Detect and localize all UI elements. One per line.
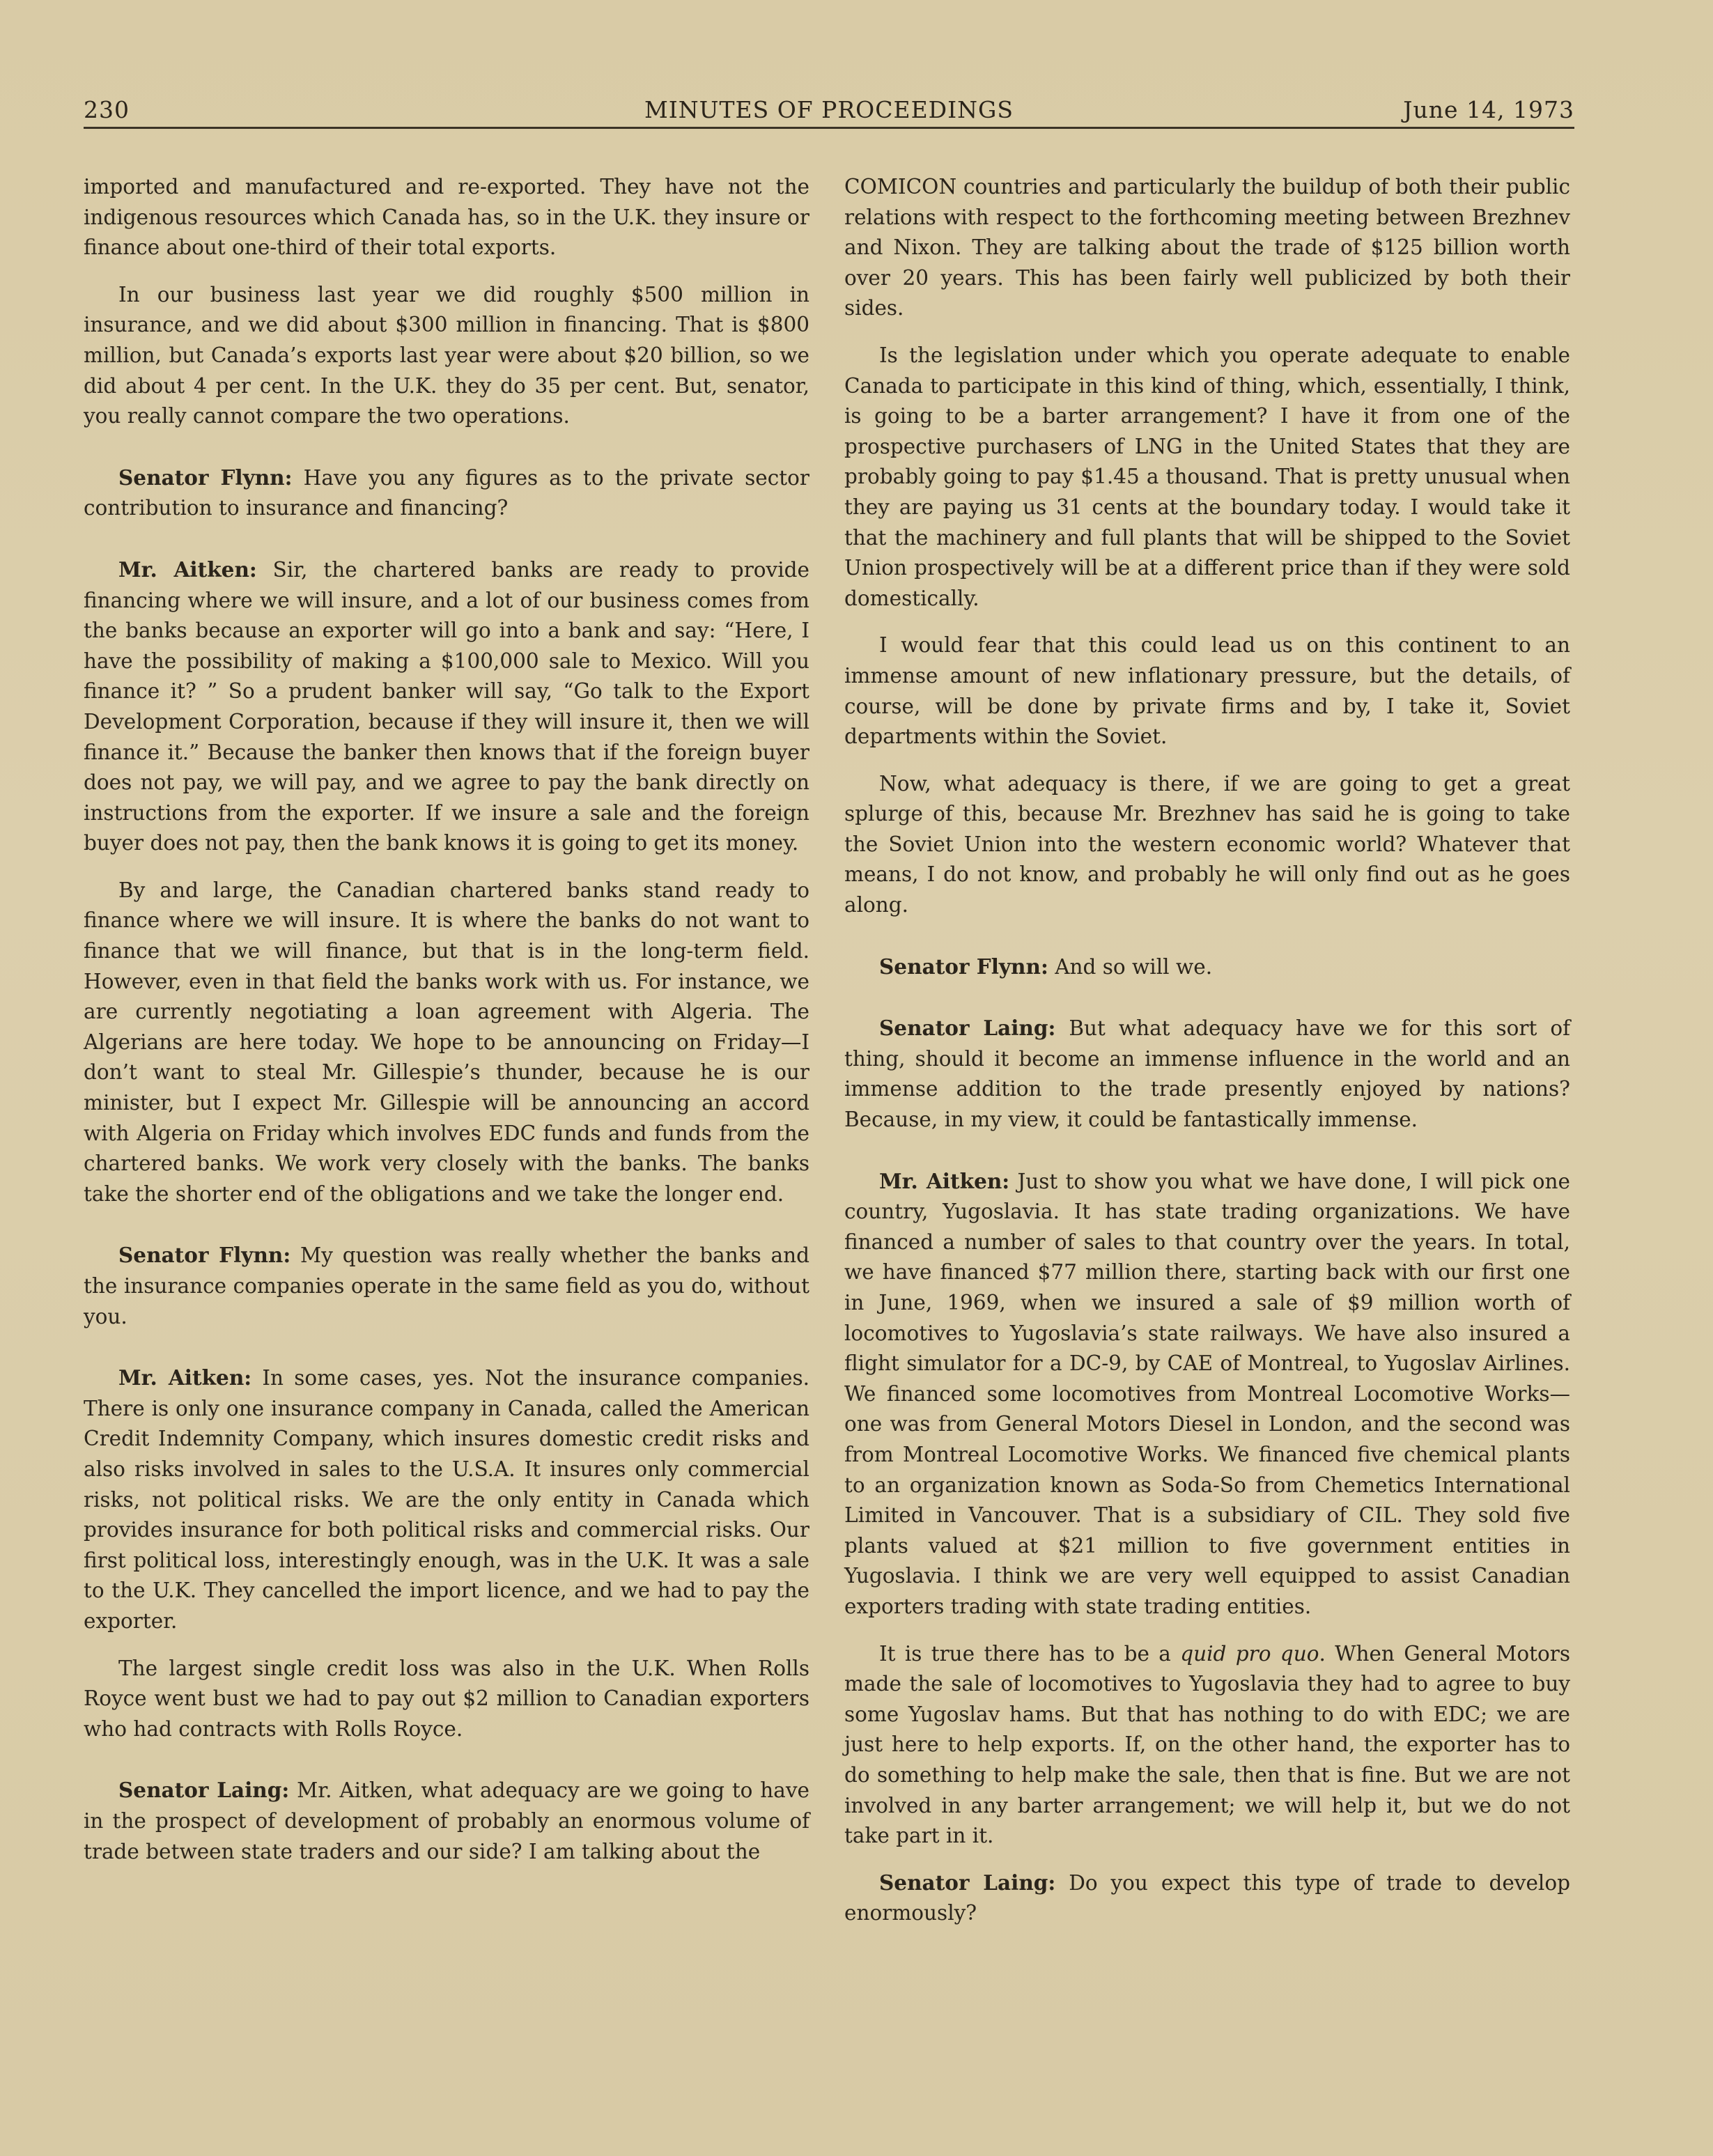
paragraph [84,554,809,859]
paragraph [84,1775,809,1867]
paragraph-text: Mr. Aitken, what adequacy are we going to have in the prospect of development of probably an enormous volume of trade between state traders and our side? I am talking about the [84,1778,809,1863]
speaker-label: Mr. Aitken: [118,1365,252,1390]
paragraph-text: It is true there has to be a quid pro quo. When General Motors made the sale of locomotives to Yugoslavia they had to agree to buy some Yugoslav hams. But that has nothing to do with EDC; we are just here to help exports. If, on the other hand, the exporter has to do something to help make the sale, then that is fine. But we are not involved in any barter arrangement; we will help it, but we do not take part in it. [844,1641,1570,1848]
paragraph [844,340,1570,614]
header-rule [84,127,1574,129]
right-column [844,171,1570,1929]
paragraph-text: My question was really whether the banks and the insurance companies operate in the same field as you do, without you. [84,1243,809,1328]
paragraph [844,171,1570,324]
paragraph [844,952,1570,983]
paragraph [84,1363,809,1636]
paragraph-text: But what adequacy have we for this sort of thing, should it become an immense influence in the world and an immense addition to the trade presently enjoyed by nations? Because, in my view, it could be fantastically immense. [844,1016,1571,1132]
speaker-label: Senator Flynn: [118,465,293,490]
left-column [84,171,809,1867]
paragraph [84,463,809,524]
paragraph-text: Just to show you what we have done, I will pick one country, Yugoslavia. It has state trading organizations. We have financed a number of sales to that country over the years. In total, we have financed $77 million there, starting back with our first one in June, 1969, when we insured a sale of $9 million worth of locomotives to Yugoslavia’s state railways. We have also insured a flight simulator for a DC-9, by CAE of Montreal, to Yugoslav Airlines. We financed some locomotives from Montreal Locomotive Works—one was from General Motors Diesel in London, and the second was from Montreal Locomotive Works. We financed five chemical plants to an organization known as Soda-So from Chemetics International Limited in Vancouver. That is a subsidiary of CIL. They sold five plants valued at $21 million to five government entities in Yugoslavia. I think we are very well equipped to assist Canadian exporters trading with state trading entities. [844,1169,1570,1618]
page-number: 230 [84,96,130,123]
paragraph [844,768,1570,921]
paragraph-text: Now, what adequacy is there, if we are going to get a great splurge of this, because Mr. Brezhnev has said he is going to take the Soviet Union into the western economic world? Whatever that means, I do not know, and probably he will only find out as he goes along. [844,771,1570,917]
paragraph [844,1868,1570,1929]
italic-phrase: quid pro quo [1180,1641,1319,1666]
speaker-label: Senator Flynn: [118,1243,291,1268]
paragraph-text: The largest single credit loss was also in the U.K. When Rolls Royce went bust we had to pay out $2 million to Canadian exporters who had contracts with Rolls Royce. [84,1656,809,1741]
paragraph [84,171,809,263]
paragraph-text: In some cases, yes. Not the insurance companies. There is only one insurance company in Canada, called the American Credit Indemnity Company, which insures domestic credit risks and also risks involved in sales to the U.S.A. It insures only commercial risks, not political risks. We are the only entity in Canada which provides insurance for both political risks and commercial risks. Our first political loss, interestingly enough, was in the U.K. It was a sale to the U.K. They cancelled the import licence, and we had to pay the exporter. [84,1366,809,1633]
paragraph [844,1166,1570,1622]
paragraph-text: Do you expect this type of trade to develop enormously? [844,1870,1570,1925]
paragraph [84,1653,809,1745]
paragraph-text: COMICON countries and particularly the buildup of both their public relations with respect to the forthcoming meeting between Brezhnev and Nixon. They are talking about the trade of $125 billion worth over 20 years. This has been fairly well publicized by both their sides. [844,175,1570,320]
paragraph-text: Sir, the chartered banks are ready to provide financing where we will insure, and a lot of our business comes from the banks because an exporter will go into a bank and say: “Here, I have the possibility of making a $100,000 sale to Mexico. Will you finance it? ” So a prudent banker will say, “Go talk to the Export Development Corporation, because if they will insure it, then we will finance it.” Because the banker then knows that if the foreign buyer does not pay, we will pay, and we agree to pay the bank directly on instructions from the exporter. If we insure a sale and the foreign buyer does not pay, then the bank knows it is going to get its money. [84,557,809,855]
paragraph-text: Have you any figures as to the private sector contribution to insurance and financing? [84,465,810,520]
running-title: MINUTES OF PROCEEDINGS [644,96,1014,123]
paragraph-text: I would fear that this could lead us on this continent to an immense amount of new inflationary pressure, but the details, of course, will be done by private firms and by, I take it, Soviet departments within the Soviet. [844,633,1570,749]
paragraph [844,630,1570,752]
header-date: June 14, 1973 [1403,96,1574,123]
paragraph-text: By and large, the Canadian chartered banks stand ready to finance where we will insure. It is where the banks do not want to finance that we will finance, but that is in the long-term field. However, even in that field the banks work with us. For instance, we are currently negotiating a loan agreement with Algeria. The Algerians are here today. We hope to be announcing on Friday—I don’t want to steal Mr. Gillespie’s thunder, because he is our minister, but I expect Mr. Gillespie will be announcing an accord with Algeria on Friday which involves EDC funds and funds from the chartered banks. We work very closely with the banks. The banks take the shorter end of the obligations and we take the longer end. [84,878,809,1206]
speaker-label: Senator Laing: [879,1870,1056,1895]
paragraph-text: In our business last year we did roughly $500 million in insurance, and we did about $300 million in financing. That is $800 million, but Canada’s exports last year were about $20 billion, so we did about 4 per cent. In the U.K. they do 35 per cent. But, senator, you really cannot compare the two operations. [84,282,809,428]
speaker-label: Senator Flynn: [879,954,1048,979]
paragraph-text: Is the legislation under which you operate adequate to enable Canada to participate in this kind of thing, which, essentially, I think, is going to be a barter arrangement? I have it from one of the prospective purchasers of LNG in the United States that they are probably going to pay $1.45 a thousand. That is pretty unusual when they are paying us 31 cents at the boundary today. I would take it that the machinery and full plants that will be shipped to the Soviet Union prospectively will be at a different price than if they were sold domestically. [844,343,1570,610]
paragraph [84,875,809,1210]
paragraph [844,1013,1570,1135]
speaker-label: Senator Laing: [118,1778,290,1803]
page-header [84,92,1574,128]
paragraph [84,1240,809,1332]
paragraph [844,1638,1570,1852]
paragraph-text: And so will we. [1048,954,1213,979]
paragraph [84,279,809,432]
speaker-label: Mr. Aitken: [879,1168,1010,1193]
speaker-label: Mr. Aitken: [118,557,257,582]
paragraph-text: imported and manufactured and re-exported. They have not the indigenous resources which Canada has, so in the U.K. they insure or finance about one-third of their total exports. [84,175,809,260]
speaker-label: Senator Laing: [879,1016,1056,1041]
